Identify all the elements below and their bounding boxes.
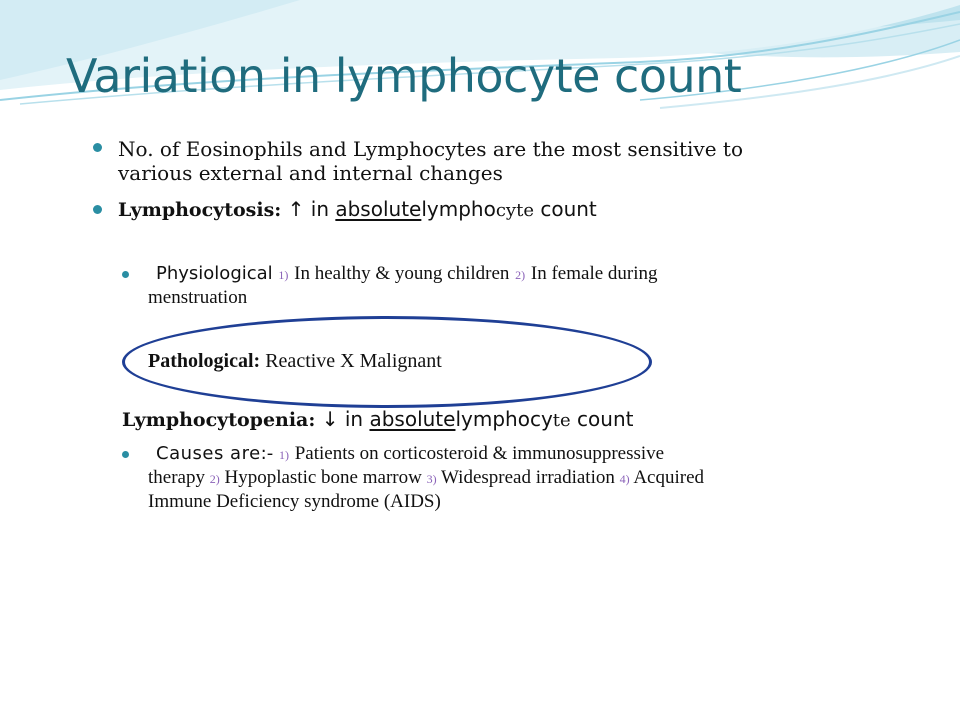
pathological-text: Reactive X Malignant	[265, 350, 442, 372]
cause-3: Widespread irradiation	[441, 467, 615, 488]
cause-2: Hypoplastic bone marrow	[224, 467, 422, 488]
physiological-item1: In healthy & young children	[294, 263, 510, 284]
lymphocy-word: lymphocy	[455, 407, 553, 431]
in-word: in	[344, 407, 364, 431]
absolute-word: absolute	[335, 197, 422, 221]
physiological-item2: In female during	[530, 263, 658, 284]
count-word: count	[577, 407, 634, 431]
absolute-word: absolute	[369, 407, 456, 431]
pathological-label: Pathological:	[148, 350, 261, 372]
down-arrow-icon: ↓	[321, 407, 339, 431]
bullet-eosinophils-lymphocytes	[118, 137, 743, 161]
causes-line2	[148, 467, 704, 490]
physiological-item	[148, 263, 658, 286]
cause-1: Patients on corticosteroid & immunosuppressive	[294, 443, 665, 464]
causes-line3: Immune Deficiency syndrome (AIDS)	[148, 491, 441, 512]
cause-1-cont: therapy	[148, 467, 205, 488]
pathological-item	[148, 349, 442, 373]
causes-item	[148, 443, 664, 466]
bullet1-line2-wrap	[118, 161, 503, 185]
cause-4: Acquired	[633, 467, 705, 488]
number-2: 2)	[209, 472, 220, 486]
te-word: te	[552, 410, 571, 431]
physiological-label: Physiological	[156, 263, 273, 284]
number-1: 1)	[278, 448, 289, 462]
count-word: count	[540, 197, 597, 221]
number-2: 2)	[515, 268, 526, 282]
lymphocytopenia-label: Lymphocytopenia:	[122, 409, 316, 431]
causes-label: Causes are	[156, 443, 261, 464]
bullet-dot	[93, 143, 102, 152]
up-arrow-icon: ↑	[287, 197, 305, 221]
lymphocytosis-label: Lymphocytosis:	[118, 199, 282, 221]
physiological-line2-wrap	[148, 287, 247, 309]
sub-bullet-dot	[122, 451, 129, 458]
lymphocytopenia-line	[122, 407, 633, 433]
sub-bullet-dot	[122, 271, 129, 278]
bullet1-line2: various external and internal changes	[118, 161, 503, 185]
number-3: 3)	[426, 472, 437, 486]
bullet-dot	[93, 205, 102, 214]
number-4: 4)	[619, 472, 630, 486]
lympho-word: lympho	[421, 197, 496, 221]
in-word: in	[310, 197, 329, 221]
causes-separator: :-	[260, 443, 274, 464]
bullet-lymphocytosis	[118, 197, 597, 223]
cyte-word: cyte	[495, 200, 534, 221]
number-1: 1)	[278, 268, 289, 282]
slide-title: Variation in lymphocyte count	[66, 49, 742, 103]
physiological-line2: menstruation	[148, 287, 248, 308]
bullet1-line1: No. of Eosinophils and Lymphocytes are the most sensitive to	[118, 137, 743, 161]
causes-line3-wrap	[148, 491, 441, 513]
